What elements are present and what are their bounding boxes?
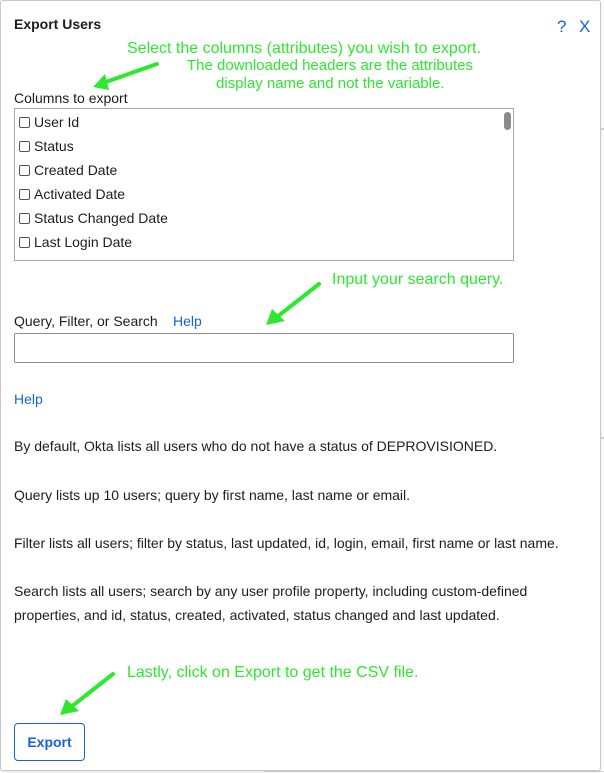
query-label: Query, Filter, or Search	[14, 313, 158, 329]
checkbox[interactable]	[19, 141, 30, 152]
checkbox[interactable]	[19, 117, 30, 128]
option-label: Last Login Date	[34, 234, 133, 250]
option-label: Status Changed Date	[34, 210, 168, 226]
help-text-search-line1: Search lists all users; search by any user profile property, including custom-defined	[14, 583, 528, 599]
checkbox[interactable]	[19, 237, 30, 248]
query-input[interactable]	[14, 333, 514, 363]
list-item-partial[interactable]	[19, 254, 34, 261]
help-text-default: By default, Okta lists all users who do not have a status of DEPROVISIONED.	[14, 438, 498, 454]
list-item[interactable]	[19, 134, 74, 158]
annotation-arrow-query	[263, 281, 323, 327]
export-button[interactable]: Export	[14, 723, 85, 761]
help-text-search-line2: properties, and id, status, created, activated, status changed and last updated.	[14, 607, 500, 623]
checkbox[interactable]	[19, 165, 30, 176]
list-item[interactable]	[19, 230, 132, 254]
listbox-scrollbar[interactable]	[504, 112, 511, 130]
background-fragment	[264, 771, 604, 772]
option-label: User Id	[34, 114, 80, 130]
checkbox[interactable]	[19, 261, 30, 262]
list-item[interactable]	[19, 110, 79, 134]
columns-listbox[interactable]	[14, 108, 514, 261]
dialog-title: Export Users	[14, 16, 102, 32]
list-item[interactable]	[19, 158, 117, 182]
annotation-columns-line2: The downloaded headers are the attributes	[187, 57, 474, 74]
option-label: Status	[34, 138, 74, 154]
option-label: Activated Date	[34, 186, 126, 202]
query-help-link[interactable]: Help	[173, 313, 202, 329]
checkbox[interactable]	[19, 189, 30, 200]
option-label: Created Date	[34, 162, 118, 178]
annotation-query: Input your search query.	[332, 271, 504, 288]
annotation-arrow-export	[57, 671, 117, 717]
checkbox[interactable]	[19, 213, 30, 224]
annotation-arrow-columns	[91, 61, 161, 91]
close-icon[interactable]: X	[579, 17, 591, 36]
list-item[interactable]	[19, 206, 168, 230]
annotation-columns-line1: Select the columns (attributes) you wish to export.	[127, 40, 481, 57]
columns-label: Columns to export	[14, 90, 128, 106]
annotation-export: Lastly, click on Export to get the CSV file.	[127, 664, 419, 681]
list-item[interactable]	[19, 182, 125, 206]
help-icon[interactable]: ?	[557, 17, 567, 36]
help-link[interactable]: Help	[14, 391, 43, 407]
help-text-query: Query lists up 10 users; query by first name, last name or email.	[14, 487, 411, 503]
help-text-filter: Filter lists all users; filter by status, last updated, id, login, email, first name or last name.	[14, 535, 559, 551]
annotation-columns-line3: display name and not the variable.	[216, 75, 445, 92]
